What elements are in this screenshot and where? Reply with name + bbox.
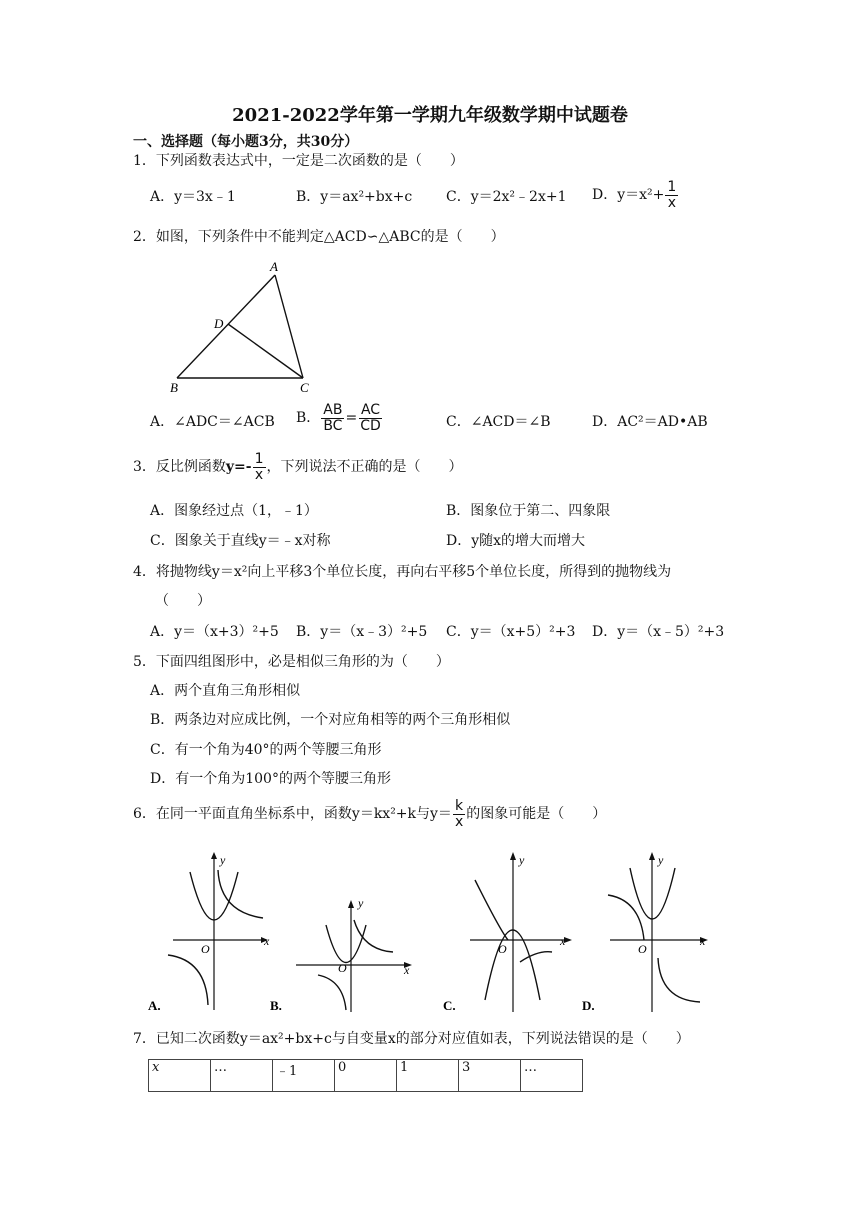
q2-option-b	[296, 403, 384, 433]
q1-option-b: B．y＝ax²+bx+c	[296, 189, 413, 205]
table-cell: x	[149, 1060, 211, 1092]
hyperbola-branch	[354, 920, 393, 952]
q1-option-d-text: D．y＝x²+	[592, 186, 665, 203]
fraction-numerator: AB	[323, 402, 343, 418]
q1-option-a: A．y＝3x﹣1	[150, 189, 236, 205]
q2-option-a: A．∠ADC＝∠ACB	[150, 414, 275, 430]
q2-option-c: C．∠ACD＝∠B	[446, 414, 551, 430]
graph-c	[440, 850, 578, 1015]
question-4-stem-cont: （ ）	[155, 593, 211, 609]
fraction-denominator: CD	[360, 417, 381, 434]
graph-label-d: D.	[582, 998, 595, 1013]
table-row	[149, 1060, 583, 1092]
q1-d-fraction	[665, 180, 678, 210]
table-cell: …	[211, 1060, 273, 1092]
origin-label: O	[498, 942, 507, 956]
q5-option-d: D．有一个角为100°的两个等腰三角形	[150, 771, 391, 787]
q6-stem-suffix: 的图象可能是（ ）	[466, 805, 607, 822]
question-2-stem: 2．如图，下列条件中不能判定△ACD∽△ABC的是（ ）	[133, 229, 505, 245]
fraction-numerator: 1	[254, 451, 264, 467]
fraction-denominator: BC	[323, 417, 343, 434]
q3-option-b: B．图象位于第二、四象限	[446, 503, 611, 519]
graph-d	[580, 850, 715, 1015]
q2-option-b-prefix: B．	[296, 409, 321, 426]
q2-b-fraction-1	[321, 403, 344, 433]
q3-option-c: C．图象关于直线y＝﹣x对称	[150, 533, 331, 549]
hyperbola-branch	[475, 880, 508, 940]
fraction-numerator: AC	[360, 402, 381, 418]
q5-option-a: A．两个直角三角形相似	[150, 683, 301, 699]
hyperbola-branch	[168, 955, 208, 1005]
table-cell: ﹣1	[273, 1060, 335, 1092]
question-5-stem: 5．下面四组图形中，必是相似三角形的为（ ）	[133, 654, 450, 670]
q3-option-a: A．图象经过点（1，﹣1）	[150, 503, 318, 519]
table-cell: …	[521, 1060, 583, 1092]
x-axis-label: x	[700, 934, 706, 948]
q3-stem-y: y=-	[225, 458, 252, 475]
question-4-stem: 4．将抛物线y＝x²向上平移3个单位长度，再向右平移5个单位长度，所得到的抛物线为	[133, 564, 672, 580]
section-heading: 一、选择题（每小题3分，共30分）	[133, 134, 359, 150]
y-axis-label: y	[358, 896, 364, 910]
fraction-denominator: x	[454, 813, 464, 830]
triangle-figure	[160, 258, 320, 398]
graph-b	[268, 890, 418, 1015]
q4-option-a: A．y＝（x+3）²+5	[150, 624, 279, 640]
table-cell: 3	[459, 1060, 521, 1092]
question-6-stem	[133, 799, 606, 829]
q1-option-c: C．y＝2x²﹣2x+1	[446, 189, 567, 205]
x-axis-label: x	[560, 934, 566, 948]
y-axis-label: y	[658, 853, 664, 867]
q2-b-fraction-2	[358, 403, 383, 433]
q5-option-c: C．有一个角为40°的两个等腰三角形	[150, 742, 382, 758]
vertex-b-label: B	[170, 380, 178, 395]
table-cell: 0	[335, 1060, 397, 1092]
parabola-curve	[326, 925, 366, 963]
q4-option-c: C．y＝（x+5）²+3	[446, 624, 576, 640]
hyperbola-branch	[658, 958, 700, 1002]
origin-label: O	[201, 942, 210, 956]
vertex-a-label: A	[270, 259, 278, 274]
segment-ba	[177, 275, 275, 378]
table-cell: 1	[397, 1060, 459, 1092]
vertex-d-label: D	[214, 316, 224, 331]
fraction-denominator: x	[667, 194, 676, 211]
q2-option-d: D．AC²＝AD•AB	[592, 414, 708, 430]
fraction-numerator: 1	[667, 179, 677, 195]
origin-label: O	[338, 961, 347, 975]
q3-stem-suffix: ，下列说法不正确的是（ ）	[266, 458, 463, 475]
graph-a	[148, 850, 276, 1015]
question-3-stem	[133, 452, 463, 482]
origin-label: O	[638, 942, 647, 956]
question-1-stem: 1．下列函数表达式中，一定是二次函数的是（ ）	[133, 153, 464, 169]
graph-label-c: C.	[443, 998, 456, 1013]
q3-option-d: D．y随x的增大而增大	[446, 533, 586, 549]
q5-option-b: B．两条边对应成比例，一个对应角相等的两个三角形相似	[150, 712, 511, 728]
segment-dc	[228, 324, 303, 378]
q3-stem-prefix: 3．反比例函数	[133, 458, 226, 475]
graph-label-b: B.	[270, 998, 282, 1013]
hyperbola-branch	[520, 952, 552, 962]
x-axis-label: x	[264, 934, 270, 948]
x-axis-label: x	[404, 963, 410, 977]
hyperbola-branch	[318, 975, 346, 1010]
q4-option-b: B．y＝（x﹣3）²+5	[296, 624, 428, 640]
question-7-stem: 7．已知二次函数y＝ax²+bx+c与自变量x的部分对应值如表，下列说法错误的是（ ）	[133, 1031, 690, 1047]
q6-fraction	[453, 799, 465, 829]
equals-sign: =	[345, 409, 358, 426]
y-axis-label: y	[519, 853, 525, 867]
graph-label-a: A.	[148, 998, 161, 1013]
segment-ac	[275, 275, 303, 378]
y-axis-label: y	[220, 853, 226, 867]
q3-fraction	[253, 452, 266, 482]
fraction-numerator: k	[455, 798, 464, 814]
q4-option-d: D．y＝（x﹣5）²+3	[592, 624, 725, 640]
q6-stem-prefix: 6．在同一平面直角坐标系中，函数y＝kx²+k与y＝	[133, 805, 452, 822]
vertex-c-label: C	[300, 380, 309, 395]
page-title: 2021-2022学年第一学期九年级数学期中试题卷	[232, 105, 628, 126]
q1-option-d	[592, 180, 679, 210]
value-table	[148, 1059, 583, 1092]
fraction-denominator: x	[254, 466, 264, 483]
